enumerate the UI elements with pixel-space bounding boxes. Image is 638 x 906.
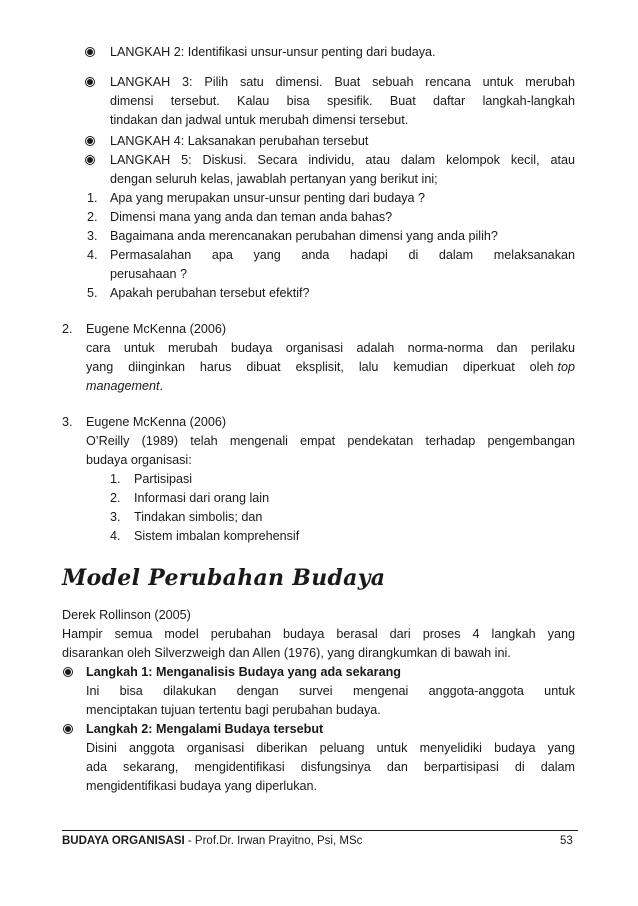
- section-3-number: 3.: [62, 415, 73, 429]
- step-2-line-3: mengidentifikasi budaya yang diperlukan.: [86, 779, 318, 793]
- question-number: 4.: [87, 248, 98, 262]
- section-2-line-1: cara untuk merubah budaya organisasi adalah norma-norma dan perilaku: [86, 341, 575, 355]
- section-2-line-2: [86, 358, 575, 376]
- step-1-line-1: Ini bisa dilakukan dengan survei mengenai anggota-anggota untuk: [86, 684, 575, 698]
- question-text: Apa yang merupakan unsur-unsur penting dari budaya ?: [110, 191, 426, 205]
- question-text: Dimensi mana yang anda dan teman anda bahas?: [110, 210, 393, 224]
- footer-text: [62, 834, 362, 848]
- question-text: Permasalahan apa yang anda hadapi di dalam melaksanakan: [110, 248, 575, 262]
- approach-number: 2.: [110, 491, 121, 505]
- model-intro-2: disarankan oleh Silverzweigh dan Allen (1976), yang dirangkumkan di bawah ini.: [62, 646, 511, 660]
- section-2-line-3: [86, 377, 163, 395]
- section-2-title: Eugene McKenna (2006): [86, 322, 227, 336]
- section-2-management: management: [86, 379, 160, 393]
- question-number: 1.: [87, 191, 98, 205]
- question-text: Bagaimana anda merencanakan perubahan dimensi yang anda pilih?: [110, 229, 498, 243]
- bullet-icon: [87, 49, 93, 55]
- approach-number: 4.: [110, 529, 121, 543]
- step-2-line-1: Disini anggota organisasi diberikan peluang untuk menyelidiki budaya yang: [86, 741, 575, 755]
- section-3-line-1: O’Reilly (1989) telah mengenali empat pendekatan terhadap pengembangan: [86, 434, 575, 448]
- section-heading: Model Perubahan Budaya: [62, 565, 386, 591]
- approach-number: 1.: [110, 472, 121, 486]
- langkah-3-line-2: dimensi tersebut. Kalau bisa spesifik. Buat daftar langkah-langkah: [110, 94, 575, 108]
- langkah-3-line-3: tindakan dan jadwal untuk merubah dimensi tersebut.: [110, 113, 409, 127]
- bullet-icon: [65, 669, 71, 675]
- bullet-icon: [87, 138, 93, 144]
- section-2-number: 2.: [62, 322, 73, 336]
- section-3-line-2: budaya organisasi:: [86, 453, 192, 467]
- model-intro-1: Hampir semua model perubahan budaya berasal dari proses 4 langkah yang: [62, 627, 575, 641]
- langkah-5-line-2: dengan seluruh kelas, jawablah pertanyan yang berikut ini;: [110, 172, 438, 186]
- footer-rule: [62, 830, 578, 831]
- bullet-icon: [87, 79, 93, 85]
- footer-title: BUDAYA ORGANISASI: [62, 835, 185, 847]
- step-1-title: Langkah 1: Menganalisis Budaya yang ada sekarang: [86, 665, 401, 679]
- approach-text: Sistem imbalan komprehensif: [134, 529, 300, 543]
- langkah-5-line-1: LANGKAH 5: Diskusi. Secara individu, atau dalam kelompok kecil, atau: [110, 153, 575, 167]
- approach-number: 3.: [110, 510, 121, 524]
- question-number: 2.: [87, 210, 98, 224]
- step-2-line-2: ada sekarang, mengidentifikasi disfungsinya dan berpartisipasi di dalam: [86, 760, 575, 774]
- question-number: 3.: [87, 229, 98, 243]
- step-1-line-2: menciptakan tujuan tertentu bagi perubahan budaya.: [86, 703, 381, 717]
- section-3-title: Eugene McKenna (2006): [86, 415, 227, 429]
- model-author: Derek Rollinson (2005): [62, 608, 191, 622]
- bullet-icon: [65, 726, 71, 732]
- langkah-3-line-1: LANGKAH 3: Pilih satu dimensi. Buat sebuah rencana untuk merubah: [110, 75, 575, 89]
- section-2-line-2-italic: top: [557, 360, 575, 374]
- approach-text: Informasi dari orang lain: [134, 491, 270, 505]
- question-text: Apakah perubahan tersebut efektif?: [110, 286, 310, 300]
- langkah-2-line: LANGKAH 2: Identifikasi unsur-unsur penting dari budaya.: [110, 45, 436, 59]
- section-2-line-2-main: yang diinginkan harus dibuat eksplisit, lalu kemudian diperkuat oleh: [86, 360, 554, 374]
- footer-author: - Prof.Dr. Irwan Prayitno, Psi, MSc: [184, 835, 363, 847]
- approach-text: Tindakan simbolis; dan: [134, 510, 263, 524]
- approach-text: Partisipasi: [134, 472, 193, 486]
- question-number: 5.: [87, 286, 98, 300]
- bullet-icon: [87, 157, 93, 163]
- step-2-title: Langkah 2: Mengalami Budaya tersebut: [86, 722, 324, 736]
- question-text-cont: perusahaan ?: [110, 267, 188, 281]
- langkah-4-line: LANGKAH 4: Laksanakan perubahan tersebut: [110, 134, 369, 148]
- page-number: 53: [560, 835, 573, 847]
- section-2-period: .: [159, 379, 164, 393]
